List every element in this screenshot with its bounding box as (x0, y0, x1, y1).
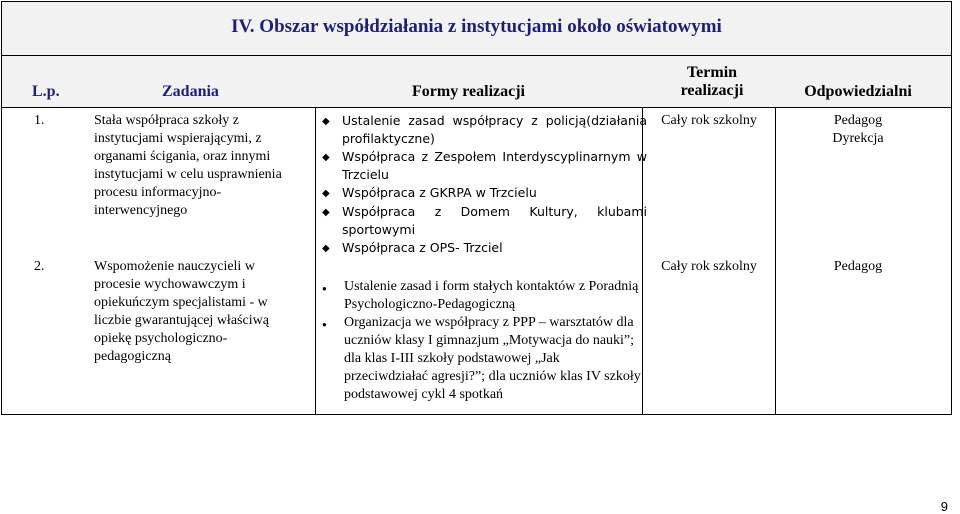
diamond-bullet-icon: ◆ (322, 207, 330, 218)
row-task: Wspomożenie nauczycieli w procesie wychowawczym i opiekuńczym specjalistami - w liczbie gwarantującej właściwą opiekę psychologiczno-pedagogiczną (94, 259, 269, 364)
content-table (1, 108, 952, 415)
header-odpowiedzialni: Odpowiedzialni (804, 82, 912, 100)
row-termin: Cały rok szkolny (661, 259, 757, 274)
list-item: ◆ Ustalenie zasad współpracy z policją(działania profilaktyczne) (322, 113, 647, 146)
page-number: 9 (940, 499, 948, 514)
list-item: ◆ Współpraca z Zespołem Interdyscyplinarnym w Trzcielu (322, 149, 647, 182)
column-divider (775, 108, 776, 414)
row-task: Stała współpraca szkoły z instytucjami wspierającymi, z organami ścigania, oraz innymi instytucjami w celu usprawnienia procesu informacyjno-interwencyjnego (94, 113, 282, 218)
list-item: ◆ Współpraca z Domem Kultury, klubami sportowymi (322, 204, 647, 237)
row-number: 2. (34, 259, 45, 274)
header-lp: L.p. (32, 82, 60, 100)
row-odpowiedzialni (778, 258, 938, 276)
list-item: ● Ustalenie zasad i form stałych kontaktów z Poradnią Psychologiczno-Pedagogiczną (318, 278, 643, 314)
responsible-person: Pedagog (833, 259, 883, 274)
header-formy: Formy realizacji (412, 82, 525, 100)
list-item: ◆ Współpraca z GKRPA w Trzcielu (322, 184, 647, 203)
list-item: ◆ Współpraca z OPS- Trzciel (322, 239, 647, 258)
section-title: IV. Obszar współdziałania z instytucjami około oświatowymi (231, 15, 722, 37)
bullet-dot-icon: ● (322, 284, 327, 293)
diamond-bullet-icon: ◆ (322, 243, 330, 254)
section-title-box (1, 1, 952, 56)
row-termin: Cały rok szkolny (661, 113, 757, 128)
list-item: ● Organizacja we współpracy z PPP – warsztatów dla uczniów klasy I gimnazjum „Motywacja do nauki”; dla klas I-III szkoły podstawowej „Jak przeciwdziałać agresji?”; dla uczniów klas IV szkoły podstawowej cykl 4 spotkań (318, 314, 643, 404)
bullet-dot-icon: ● (322, 320, 327, 329)
diamond-bullet-icon: ◆ (322, 188, 330, 199)
column-divider (315, 108, 316, 414)
responsible-person: Pedagog (833, 113, 883, 128)
row-forms-list (322, 112, 647, 258)
header-termin-line2: realizacji (680, 81, 744, 99)
header-termin-line1: Termin (686, 63, 738, 81)
responsible-person: Dyrekcja (832, 131, 884, 146)
row-odpowiedzialni (778, 112, 938, 148)
header-zadania: Zadania (162, 82, 219, 100)
row-forms-list (318, 278, 643, 404)
row-number: 1. (34, 113, 45, 128)
header-termin (657, 56, 767, 107)
diamond-bullet-icon: ◆ (322, 152, 330, 163)
table-header-row (1, 56, 952, 108)
diamond-bullet-icon: ◆ (322, 116, 330, 127)
